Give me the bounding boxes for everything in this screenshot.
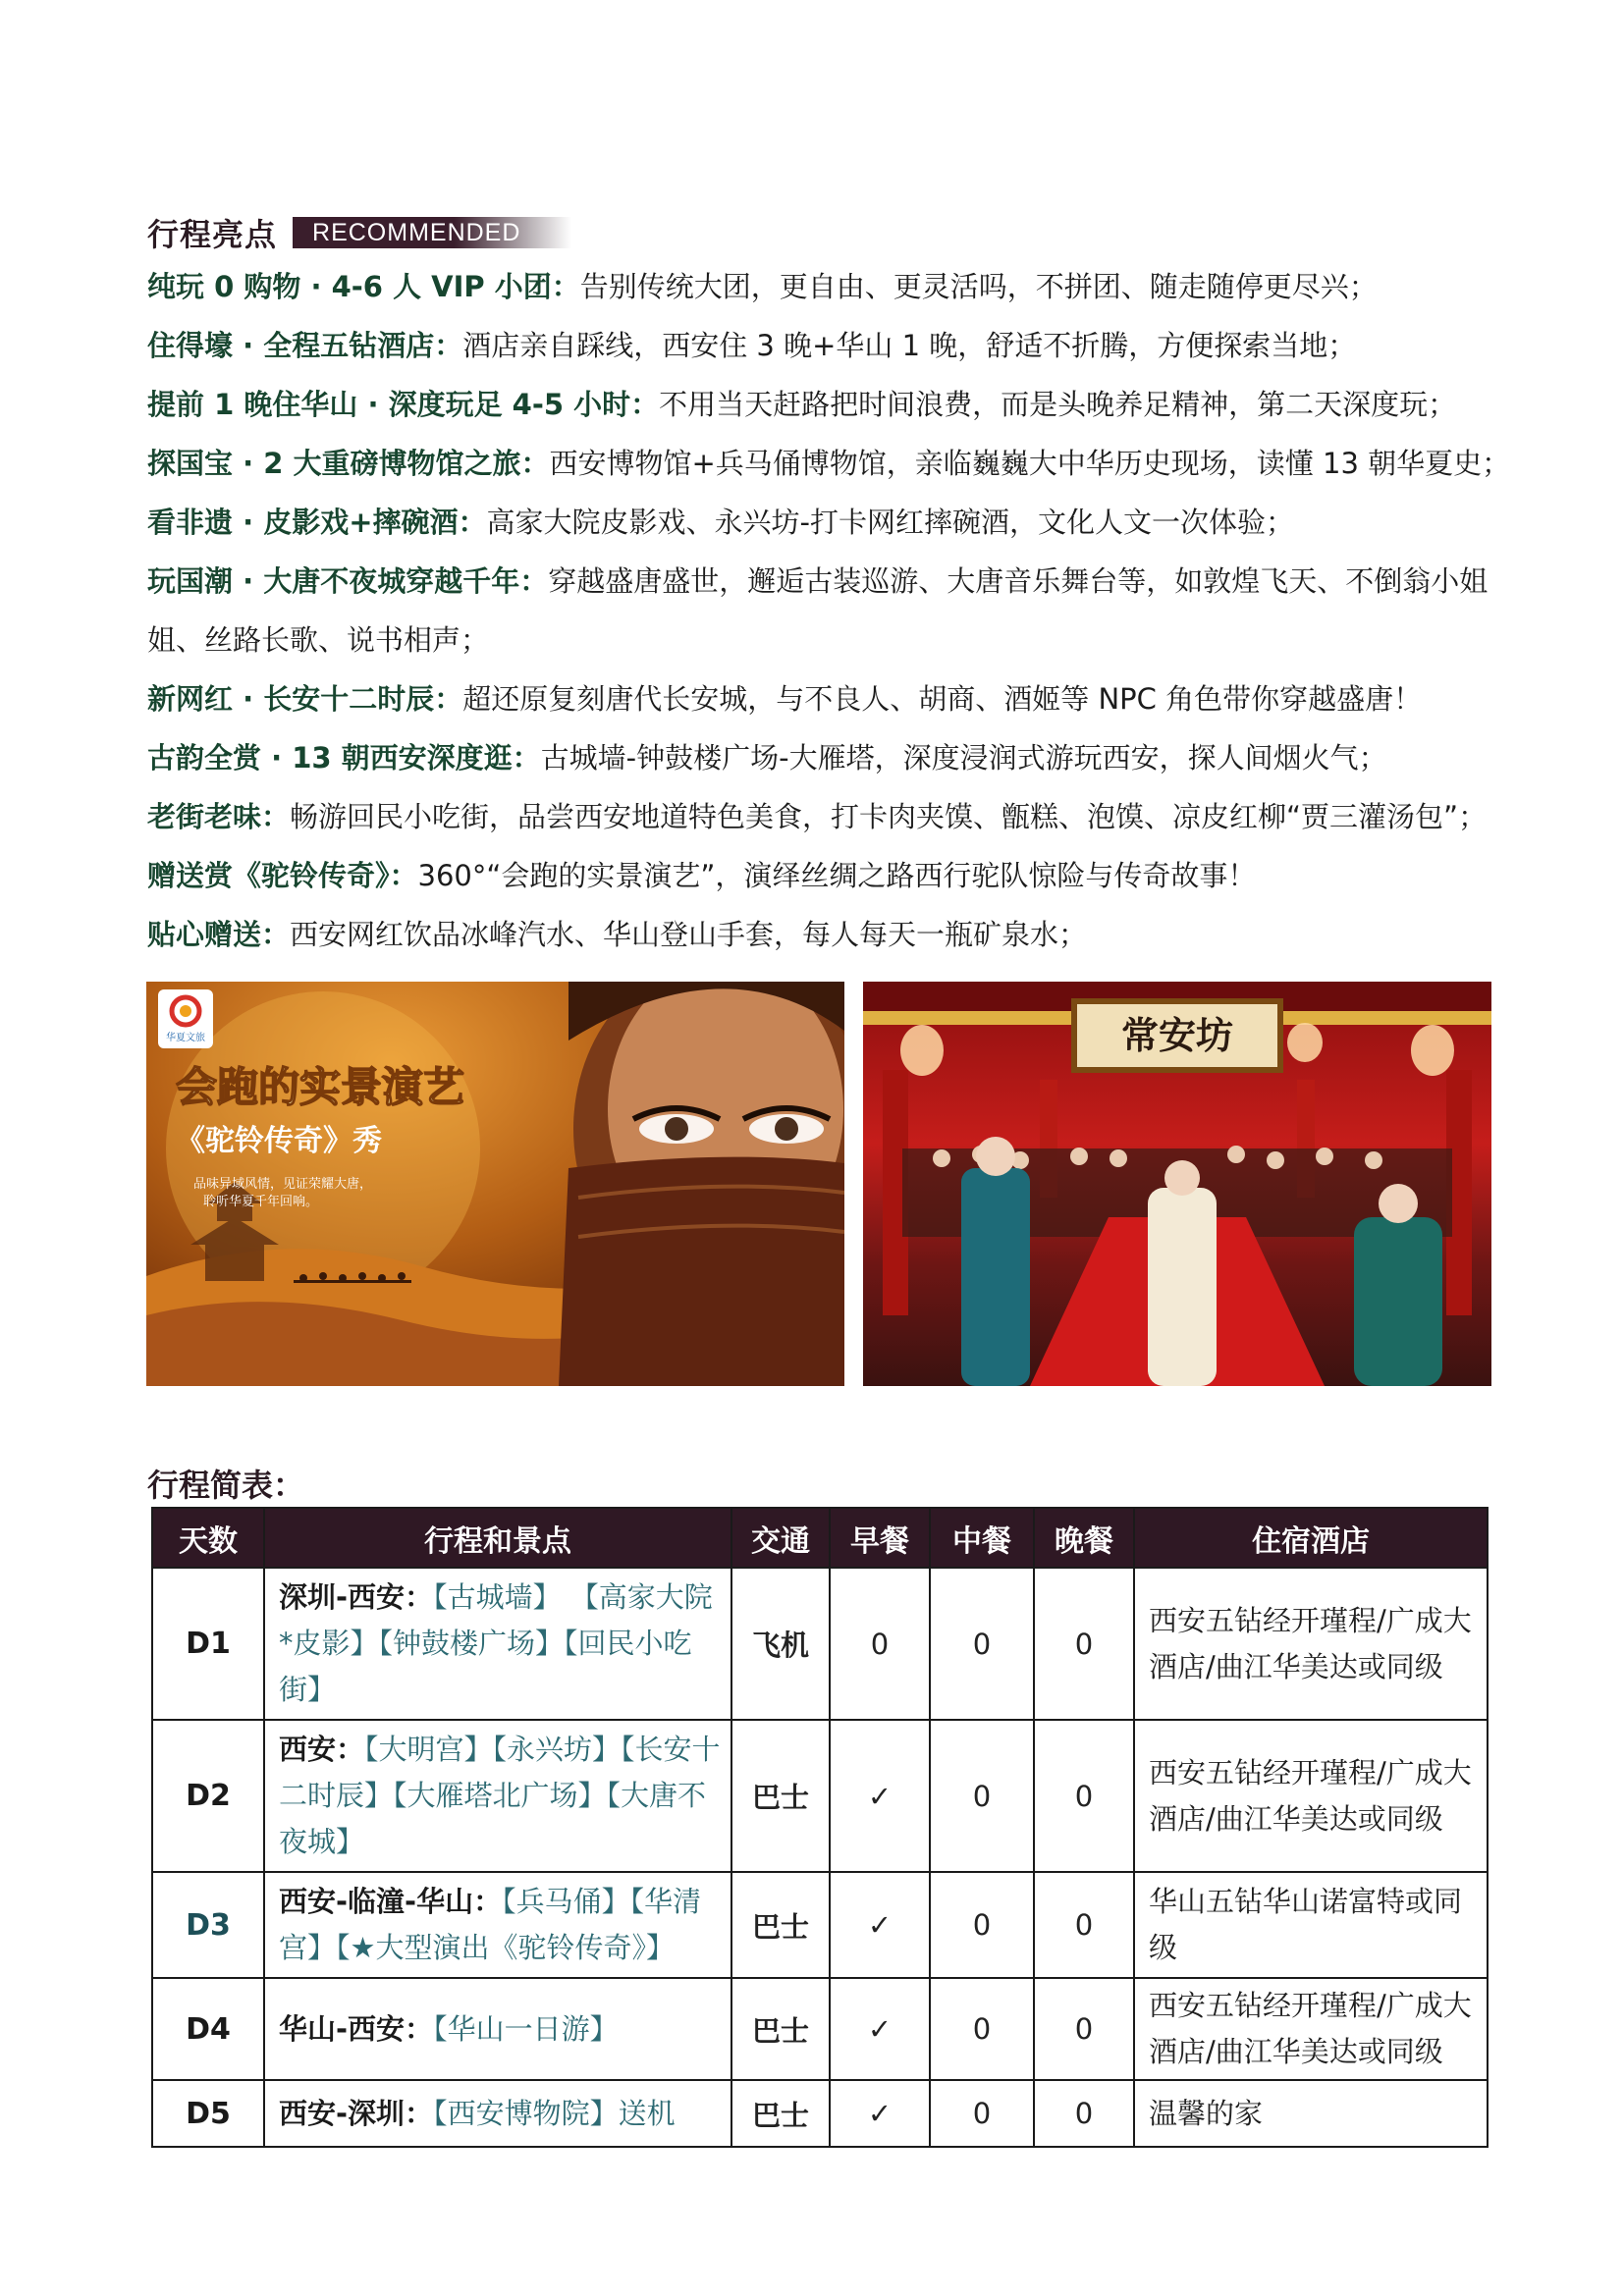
transport-cell: 巴士: [731, 1872, 830, 1978]
poster-tagline-2: 聆听华夏千年回响。: [203, 1195, 319, 1209]
highlight-key: 新网红 · 长安十二时辰：: [147, 682, 463, 716]
route-cell: 西安-临潼-华山：【兵马俑】【华清宫】【★大型演出《驼铃传奇》】: [264, 1872, 731, 1978]
highlight-key: 探国宝 · 2 大重磅博物馆之旅：: [147, 447, 550, 480]
highlight-text: 古城墙-钟鼓楼广场-大雁塔，深度浸润式游玩西安，探人间烟火气；: [540, 741, 1387, 774]
highlight-key: 住得壕 · 全程五钻酒店：: [147, 329, 463, 362]
highlight-item: [147, 905, 1492, 964]
highlight-text: 穿越盛唐盛世，邂逅古装巡游、大唐音乐舞台等，如敦煌飞天、不倒翁小姐姐、丝路长歌、说书相声；: [147, 564, 1489, 657]
lunch-cell: 0: [930, 1568, 1034, 1720]
highlight-text: 不用当天赶路把时间浪费，而是头晚养足精神，第二天深度玩；: [659, 388, 1457, 421]
photo-row: [146, 982, 1491, 1386]
day-cell: D1: [152, 1568, 264, 1720]
day-cell: D4: [152, 1978, 264, 2080]
poster-logo-text: 华夏文旅: [166, 1033, 205, 1043]
lunch-cell: 0: [930, 1872, 1034, 1978]
recommended-badge: RECOMMENDED: [293, 217, 571, 248]
hotel-cell: 华山五钻华山诺富特或同级: [1134, 1872, 1488, 1978]
route-name: 华山-西安: [279, 2011, 406, 2046]
breakfast-cell: ✓: [830, 1872, 930, 1978]
route-spots: 【大明宫】【永兴坊】【长安十二时辰】【大雁塔北广场】【大唐不夜城】: [279, 1733, 721, 1858]
table-header-row: [152, 1508, 1488, 1568]
highlight-key: 老街老味：: [147, 800, 291, 833]
highlight-text: 西安网红饮品冰峰汽水、华山登山手套，每人每天一瓶矿泉水；: [290, 918, 1088, 951]
route-spots: 【兵马俑】【华清宫】【★大型演出《驼铃传奇》】: [279, 1885, 702, 1964]
day-cell: D2: [152, 1720, 264, 1872]
header-lunch: 中餐: [930, 1508, 1034, 1568]
dinner-cell: 0: [1034, 1720, 1134, 1872]
highlights-title: 行程亮点: [147, 216, 278, 253]
highlight-key: 看非遗 · 皮影戏+摔碗酒：: [147, 506, 487, 539]
lunch-cell: 0: [930, 1720, 1034, 1872]
route-spots: 【华山一日游】: [433, 2011, 619, 2046]
highlight-key: 纯玩 0 购物 · 4-6 人 VIP 小团：: [147, 270, 580, 303]
highlight-key: 贴心赠送：: [147, 918, 291, 951]
breakfast-cell: 0: [830, 1568, 930, 1720]
route-cell: 西安：【大明宫】【永兴坊】【长安十二时辰】【大雁塔北广场】【大唐不夜城】: [264, 1720, 731, 1872]
highlight-text: 360°“会跑的实景演艺”，演绎丝绸之路西行驼队惊险与传奇故事！: [417, 859, 1257, 892]
table-row: [152, 1568, 1488, 1720]
chang-an-street-photo: [863, 982, 1491, 1386]
hotel-cell: 温馨的家: [1134, 2080, 1488, 2147]
highlight-key: 提前 1 晚住华山 · 深度玩足 4-5 小时：: [147, 388, 660, 421]
breakfast-cell: ✓: [830, 1978, 930, 2080]
highlight-key: 玩国潮 · 大唐不夜城穿越千年：: [147, 564, 549, 598]
transport-cell: 飞机: [731, 1568, 830, 1720]
breakfast-cell: ✓: [830, 1720, 930, 1872]
table-row: [152, 1720, 1488, 1872]
highlight-item: [147, 257, 1492, 316]
dinner-cell: 0: [1034, 1978, 1134, 2080]
highlight-item: [147, 316, 1492, 375]
route-cell: 华山-西安：【华山一日游】: [264, 1978, 731, 2080]
poster-show-name: 《驼铃传奇》秀: [176, 1124, 382, 1158]
highlight-text: 西安博物馆+兵马俑博物馆，亲临巍巍大中华历史现场，读懂 13 朝华夏史；: [549, 447, 1511, 480]
table-row: [152, 1978, 1488, 2080]
highlight-item: [147, 787, 1492, 846]
dinner-cell: 0: [1034, 2080, 1134, 2147]
route-spots: 【古城墙】 【高家大院*皮影】【钟鼓楼广场】【回民小吃街】: [279, 1580, 713, 1706]
dinner-cell: 0: [1034, 1872, 1134, 1978]
hotel-cell: 西安五钻经开瑾程/广成大酒店/曲江华美达或同级: [1134, 1720, 1488, 1872]
highlight-text: 高家大院皮影戏、永兴坊-打卡网红摔碗酒，文化人文一次体验；: [486, 506, 1294, 539]
transport-cell: 巴士: [731, 1978, 830, 2080]
lunch-cell: 0: [930, 2080, 1034, 2147]
table-row: [152, 2080, 1488, 2147]
header-day: 天数: [152, 1508, 264, 1568]
street-scene-artwork: [863, 982, 1491, 1386]
hotel-cell: 西安五钻经开瑾程/广成大酒店/曲江华美达或同级: [1134, 1568, 1488, 1720]
route-cell: 西安-深圳：【西安博物院】送机: [264, 2080, 731, 2147]
highlight-key: 赠送赏《驼铃传奇》：: [147, 859, 418, 892]
transport-cell: 巴士: [731, 1720, 830, 1872]
route-name: 西安-深圳: [279, 2096, 406, 2130]
route-name: 西安: [279, 1733, 337, 1766]
header-route: 行程和景点: [264, 1508, 731, 1568]
highlight-item: [147, 552, 1492, 669]
highlights-list: [147, 257, 1511, 964]
highlight-item: [147, 728, 1492, 787]
highlight-text: 超还原复刻唐代长安城，与不良人、胡商、酒姬等 NPC 角色带你穿越盛唐！: [462, 682, 1423, 716]
highlights-header: [147, 210, 571, 255]
day-cell: D5: [152, 2080, 264, 2147]
highlight-item: [147, 669, 1492, 728]
highlight-item: [147, 375, 1492, 434]
poster-headline: 会跑的实景演艺: [176, 1063, 465, 1111]
hotel-cell: 西安五钻经开瑾程/广成大酒店/曲江华美达或同级: [1134, 1978, 1488, 2080]
header-hotel: 住宿酒店: [1134, 1508, 1488, 1568]
plaque-text: 常安坊: [1120, 1013, 1234, 1057]
highlight-item: [147, 846, 1492, 905]
tuoling-show-poster: [146, 982, 844, 1386]
highlight-text: 畅游回民小吃街，品尝西安地道特色美食，打卡肉夹馍、甑糕、泡馍、凉皮红柳“贾三灌汤包”；: [290, 800, 1488, 833]
day-cell: D3: [152, 1872, 264, 1978]
header-breakfast: 早餐: [830, 1508, 930, 1568]
table-row: [152, 1872, 1488, 1978]
highlight-item: [147, 434, 1511, 493]
schedule-title: 行程简表：: [147, 1467, 305, 1504]
header-dinner: 晚餐: [1034, 1508, 1134, 1568]
highlight-text: 告别传统大团，更自由、更灵活吗，不拼团、随走随停更尽兴；: [579, 270, 1378, 303]
dinner-cell: 0: [1034, 1568, 1134, 1720]
highlight-text: 酒店亲自踩线，西安住 3 晚+华山 1 晚，舒适不折腾，方便探索当地；: [462, 329, 1357, 362]
poster-tagline-1: 品味异域风情，见证荣耀大唐，: [193, 1177, 373, 1192]
poster-artwork: [146, 982, 844, 1386]
lunch-cell: 0: [930, 1978, 1034, 2080]
itinerary-table: [151, 1507, 1489, 2148]
route-name: 深圳-西安: [279, 1580, 406, 1614]
route-spots: 【西安博物院】送机: [433, 2096, 676, 2130]
header-transport: 交通: [731, 1508, 830, 1568]
transport-cell: 巴士: [731, 2080, 830, 2147]
route-name: 西安-临潼-华山: [279, 1885, 474, 1918]
highlight-item: [147, 493, 1492, 552]
highlight-key: 古韵全赏 · 13 朝西安深度逛：: [147, 741, 541, 774]
route-cell: 深圳-西安：【古城墙】 【高家大院*皮影】【钟鼓楼广场】【回民小吃街】: [264, 1568, 731, 1720]
breakfast-cell: ✓: [830, 2080, 930, 2147]
